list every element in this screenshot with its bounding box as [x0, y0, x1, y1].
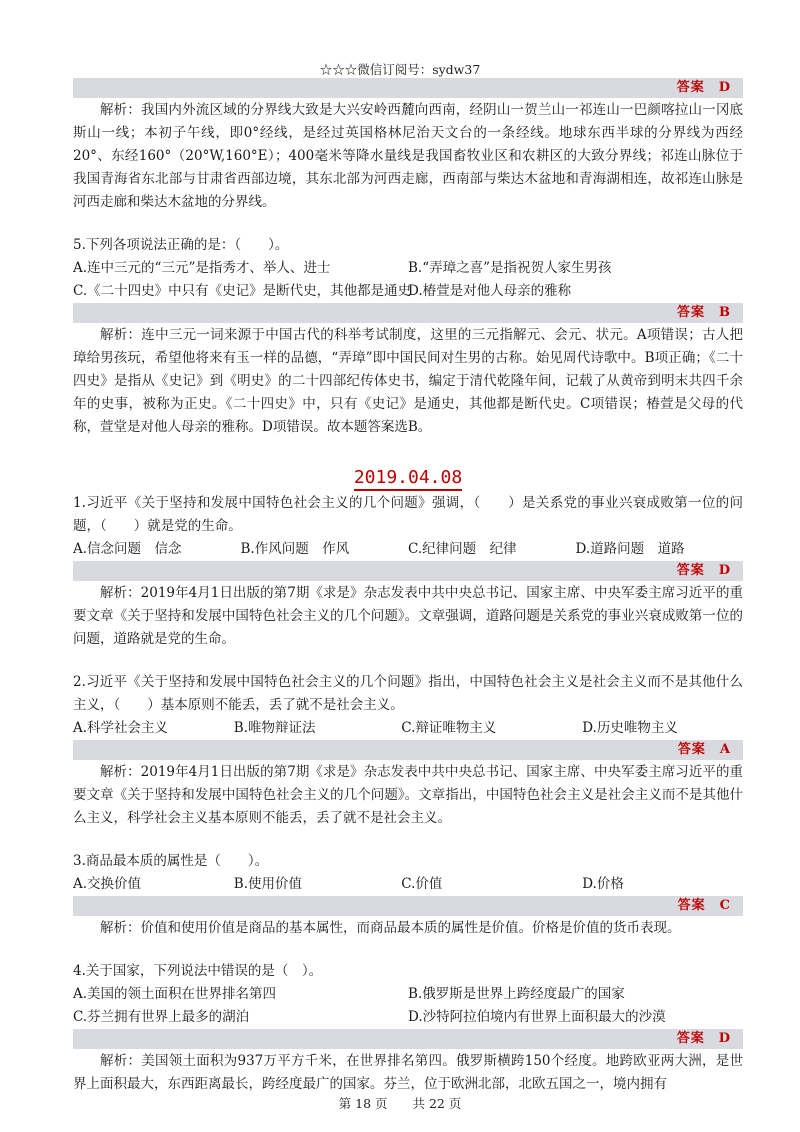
option-b: B.“弄璋之喜”是指祝贺人家生男孩 — [408, 260, 612, 276]
option-b: B.使用价值 — [233, 876, 303, 892]
option-b: B.唯物辩证法 — [233, 720, 316, 736]
option-a: A.美国的领土面积在世界排名第四 — [73, 986, 277, 1002]
question-stem: 5.下列各项说法正确的是：（ ）。 — [73, 237, 289, 253]
question-stem: 3.商品最本质的属性是（ ）。 — [73, 853, 269, 869]
option-b: B.俄罗斯是世界上跨经度最广的国家 — [408, 986, 625, 1002]
question-stem: 2.习近平《关于坚持和发展中国特色社会主义的几个问题》指出，中国特色社会主义是社会主义而不是其他什么主义，（ ）基本原则不能丢，丢了就不是社会主义。 — [73, 674, 743, 713]
option-c: C.《二十四史》中只有《史记》是断代史，其他都是通史 — [73, 283, 412, 299]
explanation: 解析：美国领土面积为937万平方千米，在世界排名第四。俄罗斯横跨150个经度。地跨欧亚两大洲，是世界上面积最大，东西距离最长，跨经度最广的国家。芬兰，位于欧洲北部，北欧五国之一，境内拥有 — [73, 1053, 743, 1092]
answer-label: 答案 — [677, 898, 706, 913]
answer-value: D — [718, 563, 731, 578]
page-footer: 第 18 页 共 22 页 — [338, 1096, 462, 1111]
answer-bar — [73, 78, 743, 98]
answer-value: B — [719, 305, 731, 320]
option-d: D.椿萱是对他人母亲的雅称 — [408, 283, 572, 299]
date-heading-text: 2019.04.08 — [354, 467, 462, 491]
answer-bar — [73, 303, 743, 323]
answer-value: C — [719, 898, 731, 913]
explanation: 解析：我国内外流区域的分界线大致是大兴安岭西麓向西南，经阴山一贺兰山一祁连山一巴颜喀拉山一冈底斯山一线；本初子午线，即0°经线，是经过英国格林尼治天文台的一条经线。地球东西半球的分界线为西经20°、东经160°（20°W,160°E）；400毫米等降水量线是我国畜牧业区和农耕区的大致分界线；祁连山脉位于我国青海省东北部与甘肃省西部边境，其东北部为河西走廊，西南部与柴达木盆地和青海湖相连，故祁连山脉是河西走廊和柴达木盆地的分界线。 — [73, 102, 743, 210]
answer-bar — [73, 1029, 743, 1049]
answer-bar — [73, 740, 743, 760]
answer-value: A — [719, 742, 731, 757]
option-c: C.芬兰拥有世界上最多的湖泊 — [73, 1009, 250, 1025]
option-d: D.价格 — [582, 876, 624, 892]
explanation: 解析：价值和使用价值是商品的基本属性，而商品最本质的属性是价值。价格是价值的货币表现。 — [100, 920, 681, 936]
answer-value: D — [718, 1031, 731, 1046]
option-d: D.历史唯物主义 — [582, 720, 678, 736]
page-content — [73, 78, 743, 1096]
option-row — [73, 538, 743, 561]
option-a: A.科学社会主义 — [73, 720, 169, 736]
answer-bar — [73, 561, 743, 581]
question-stem: 4.关于国家，下列说法中错误的是（ ）。 — [73, 963, 323, 979]
answer-bar — [73, 896, 743, 916]
option-c: C.价值 — [401, 876, 443, 892]
option-d: D.道路问题 道路 — [575, 541, 685, 557]
option-c: C.纪律问题 纪律 — [408, 541, 517, 557]
option-row — [73, 873, 743, 896]
answer-value: D — [718, 80, 731, 95]
explanation: 解析：2019年4月1日出版的第7期《求是》杂志发表中共中央总书记、国家主席、中央军委主席习近平的重要文章《关于坚持和发展中国特色社会主义的几个问题》。文章强调，道路问题是关系党的事业兴衰成败第一位的问题，道路就是党的生命。 — [73, 585, 743, 647]
option-c: C.辩证唯物主义 — [401, 720, 497, 736]
answer-label: 答案 — [676, 563, 705, 578]
date-heading — [73, 467, 743, 488]
option-a: A.信念问题 信念 — [73, 541, 182, 557]
option-a: A.交换价值 — [73, 876, 142, 892]
page-header: ☆☆☆微信订阅号：sydw37 — [319, 62, 481, 77]
explanation: 解析：2019年4月1日出版的第7期《求是》杂志发表中共中央总书记、国家主席、中央军委主席习近平的重要文章《关于坚持和发展中国特色社会主义的几个问题》。文章指出，中国特色社会主义是社会主义而不是其他什么主义，科学社会主义基本原则不能丢，丢了就不是社会主义。 — [73, 764, 743, 826]
option-a: A.连中三元的“三元”是指秀才、举人、进士 — [73, 260, 331, 276]
option-row — [73, 280, 743, 303]
answer-label: 答案 — [676, 305, 705, 320]
option-row — [73, 717, 743, 740]
answer-label: 答案 — [676, 80, 705, 95]
option-d: D.沙特阿拉伯境内有世界上面积最大的沙漠 — [408, 1009, 666, 1025]
question-stem: 1.习近平《关于坚持和发展中国特色社会主义的几个问题》强调，（ ）是关系党的事业兴衰成败第一位的问题，（ ）就是党的生命。 — [73, 495, 743, 534]
explanation: 解析：连中三元一词来源于中国古代的科举考试制度，这里的三元指解元、会元、状元。A项错误；古人把璋给男孩玩，希望他将来有玉一样的品德，“弄璋”即中国民间对生男的古称。始见周代诗歌中。B项正确；《二十四史》是指从《史记》到《明史》的二十四部纪传体史书，编定于清代乾隆年间，记载了从黄帝到明末共四千余年的史事，被称为正史。《二十四史》中，只有《史记》是通史，其他都是断代史。C项错误；椿萱是父母的代称，萱堂是对他人母亲的雅称。D项错误。故本题答案选B。 — [73, 327, 743, 435]
answer-label: 答案 — [676, 1031, 705, 1046]
answer-label: 答案 — [677, 742, 706, 757]
option-row — [73, 983, 743, 1006]
option-row — [73, 1006, 743, 1029]
option-b: B.作风问题 作风 — [240, 541, 350, 557]
option-row — [73, 257, 743, 280]
